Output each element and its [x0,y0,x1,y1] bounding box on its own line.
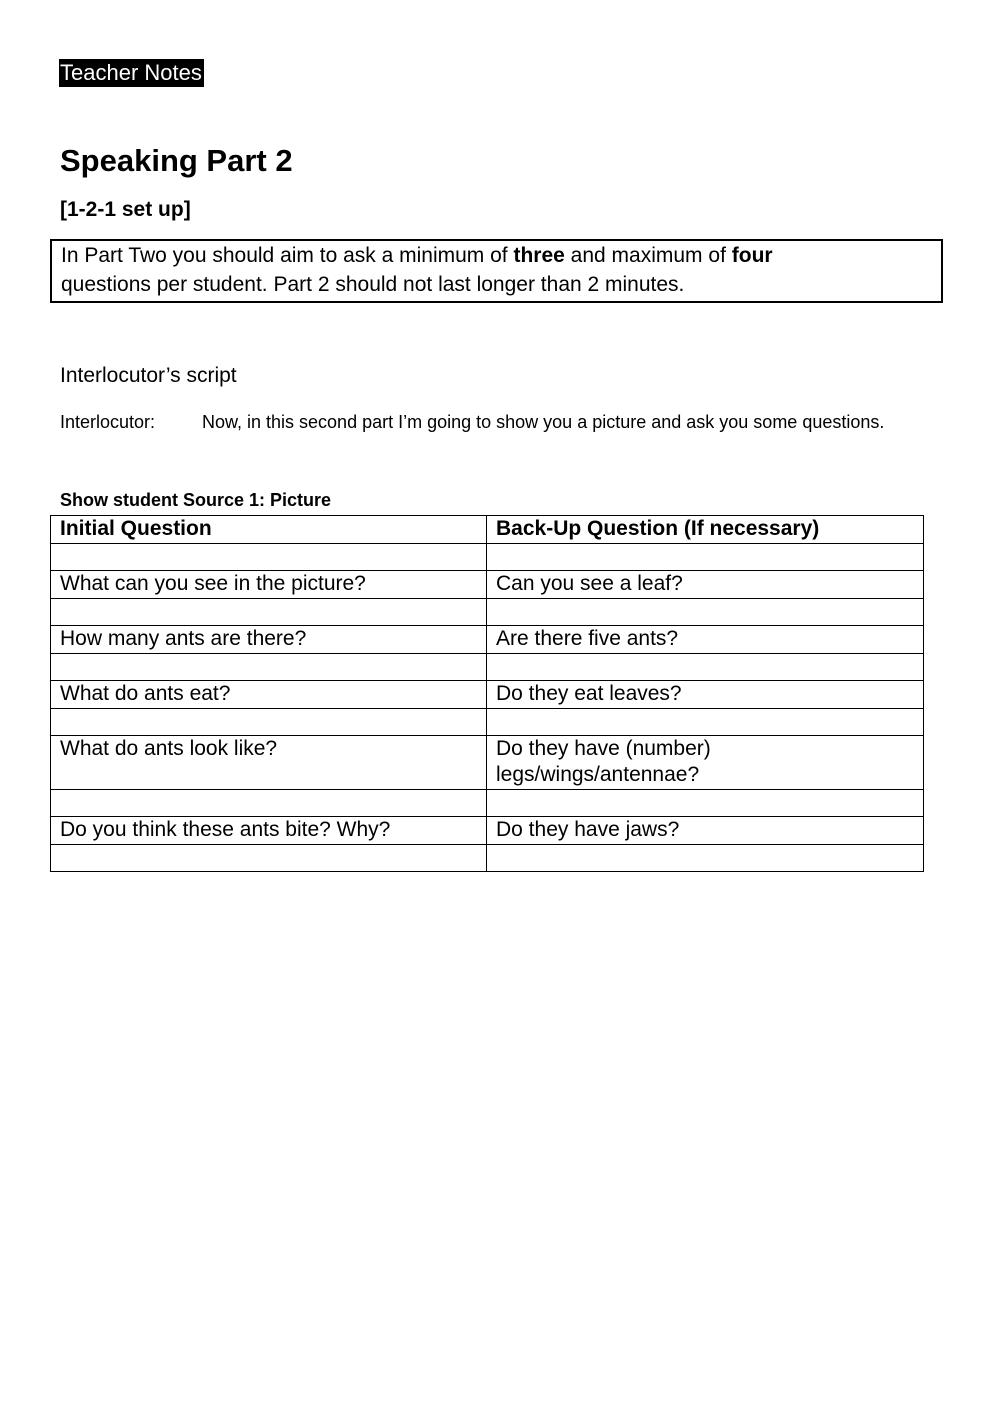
empty-cell [51,654,487,681]
table-spacer-row [51,654,924,681]
column-header-backup: Back-Up Question (If necessary) [487,516,924,544]
table-row [51,681,924,709]
script-heading: Interlocutor’s script [60,364,237,387]
column-header-initial: Initial Question [51,516,487,544]
speaker-label: Interlocutor: [60,412,156,432]
backup-question-cell: Do they have (number) legs/wings/antennae? [487,736,924,790]
table-row [51,817,924,845]
questions-table [50,515,924,872]
empty-cell [487,544,924,571]
table-header-row [51,516,924,544]
instruction-line-1 [61,242,773,270]
backup-question-cell: Can you see a leaf? [487,571,924,599]
initial-question-cell: What do ants look like? [51,736,487,790]
instruction-max-count: four [731,244,773,267]
table-row [51,736,924,790]
empty-cell [51,845,487,872]
empty-cell [51,709,487,736]
initial-question-cell: How many ants are there? [51,626,487,654]
table-spacer-row [51,790,924,817]
empty-cell [51,790,487,817]
empty-cell [51,544,487,571]
initial-question-cell: What do ants eat? [51,681,487,709]
empty-cell [487,599,924,626]
speech-text: Now, in this second part I’m going to show you a picture and ask you some questions. [202,412,885,432]
empty-cell [51,599,487,626]
instruction-box [50,239,943,303]
initial-question-cell: What can you see in the picture? [51,571,487,599]
table-spacer-row [51,544,924,571]
empty-cell [487,709,924,736]
table-spacer-row [51,599,924,626]
backup-question-cell: Do they have jaws? [487,817,924,845]
backup-question-cell: Do they eat leaves? [487,681,924,709]
teacher-notes-badge: Teacher Notes [60,60,202,85]
page-title: Speaking Part 2 [60,143,293,178]
empty-cell [487,654,924,681]
instruction-text: In Part Two you should aim to ask a minimum of [61,244,514,267]
setup-label: [1-2-1 set up] [60,198,191,221]
table-spacer-row [51,845,924,872]
table-row [51,571,924,599]
instruction-text: and maximum of [564,244,732,267]
instruction-line-2: questions per student. Part 2 should not last longer than 2 minutes. [61,273,685,296]
table-spacer-row [51,709,924,736]
instruction-min-count: three [513,244,565,267]
source-label: Show student Source 1: Picture [60,490,332,510]
initial-question-cell: Do you think these ants bite? Why? [51,817,487,845]
empty-cell [487,790,924,817]
empty-cell [487,845,924,872]
table-row [51,626,924,654]
backup-question-cell: Are there five ants? [487,626,924,654]
